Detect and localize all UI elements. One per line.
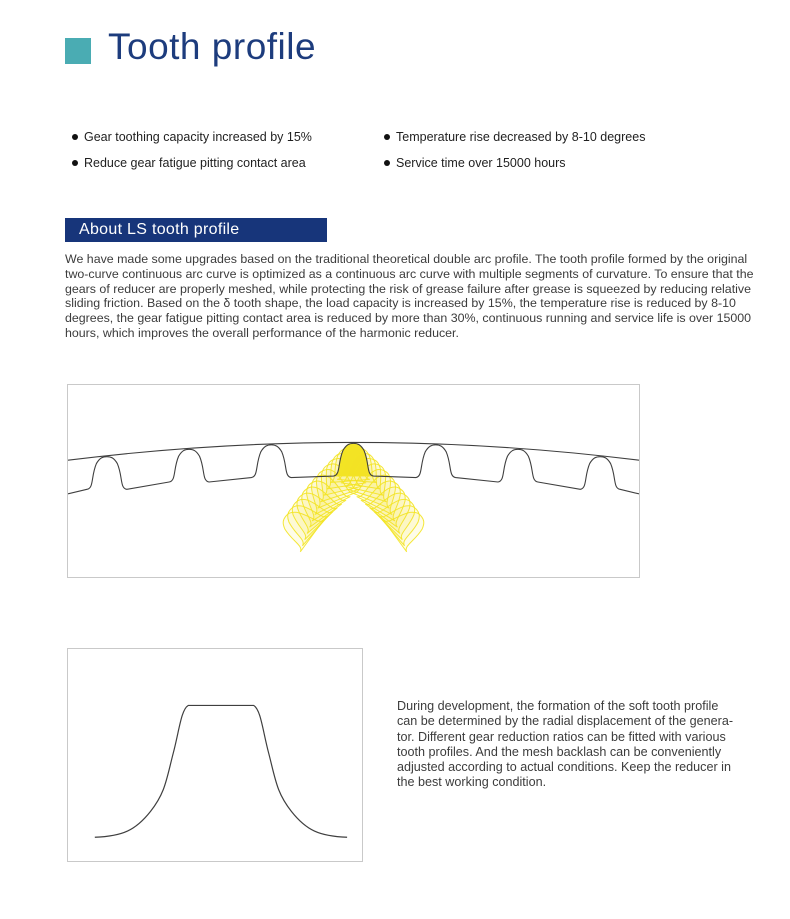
note-line: tor. Different gear reduction ratios can be fitted with various bbox=[397, 729, 726, 744]
section-banner bbox=[65, 218, 327, 242]
feature-item bbox=[384, 156, 566, 170]
paragraph-line: We have made some upgrades based on the traditional theoretical double arc profile. The tooth profile formed by the original bbox=[65, 252, 748, 266]
feature-item bbox=[72, 130, 312, 144]
feature-item bbox=[384, 130, 645, 144]
tooth-profile-curve bbox=[95, 705, 347, 837]
paragraph-line: gears of reducer are properly meshed, while protecting the risk of grease failure after grease is squeezed by reducing relative bbox=[65, 281, 751, 296]
paragraph-line: two-curve continuous arc curve is optimized as a continuous arc curve with multiple segments of curvature. To ensure that the bbox=[65, 266, 754, 281]
note-line: adjusted according to actual conditions. Keep the reducer in bbox=[397, 760, 731, 775]
feature-text: Gear toothing capacity increased by 15% bbox=[84, 130, 312, 144]
bullet-dot-icon bbox=[72, 134, 78, 140]
section-banner-label: About LS tooth profile bbox=[79, 221, 240, 238]
note-line: tooth profiles. And the mesh backlash can be conveniently bbox=[397, 744, 722, 759]
paragraph-line: sliding friction. Based on the δ tooth shape, the load capacity is increased by 15%, the temperature rise is reduced by 8-10 bbox=[65, 296, 736, 311]
development-note bbox=[397, 699, 742, 791]
bullet-dot-icon bbox=[72, 160, 78, 166]
feature-text: Temperature rise decreased by 8-10 degrees bbox=[396, 130, 646, 144]
accent-square-icon bbox=[65, 38, 91, 64]
note-line: the best working condition. bbox=[397, 775, 547, 790]
meshing-trace-highlight bbox=[274, 443, 434, 551]
feature-text: Service time over 15000 hours bbox=[396, 156, 566, 170]
note-line: During development, the formation of the soft tooth profile bbox=[397, 699, 719, 713]
gear-mesh-diagram bbox=[68, 385, 639, 577]
single-tooth-figure bbox=[67, 648, 363, 862]
feature-item bbox=[72, 156, 306, 170]
single-tooth-diagram bbox=[68, 649, 362, 861]
paragraph-line: degrees, the gear fatigue pitting contact area is reduced by more than 30%, continuous running and service life is over 15000 bbox=[65, 311, 752, 326]
note-line: can be determined by the radial displacement of the genera- bbox=[397, 714, 734, 729]
paragraph-line: hours, which improves the overall performance of the harmonic reducer. bbox=[65, 325, 459, 340]
gear-mesh-figure bbox=[67, 384, 640, 578]
bullet-dot-icon bbox=[384, 160, 390, 166]
about-paragraph bbox=[65, 252, 755, 341]
bullet-dot-icon bbox=[384, 134, 390, 140]
page-title: Tooth profile bbox=[108, 26, 317, 67]
feature-text: Reduce gear fatigue pitting contact area bbox=[84, 156, 306, 170]
